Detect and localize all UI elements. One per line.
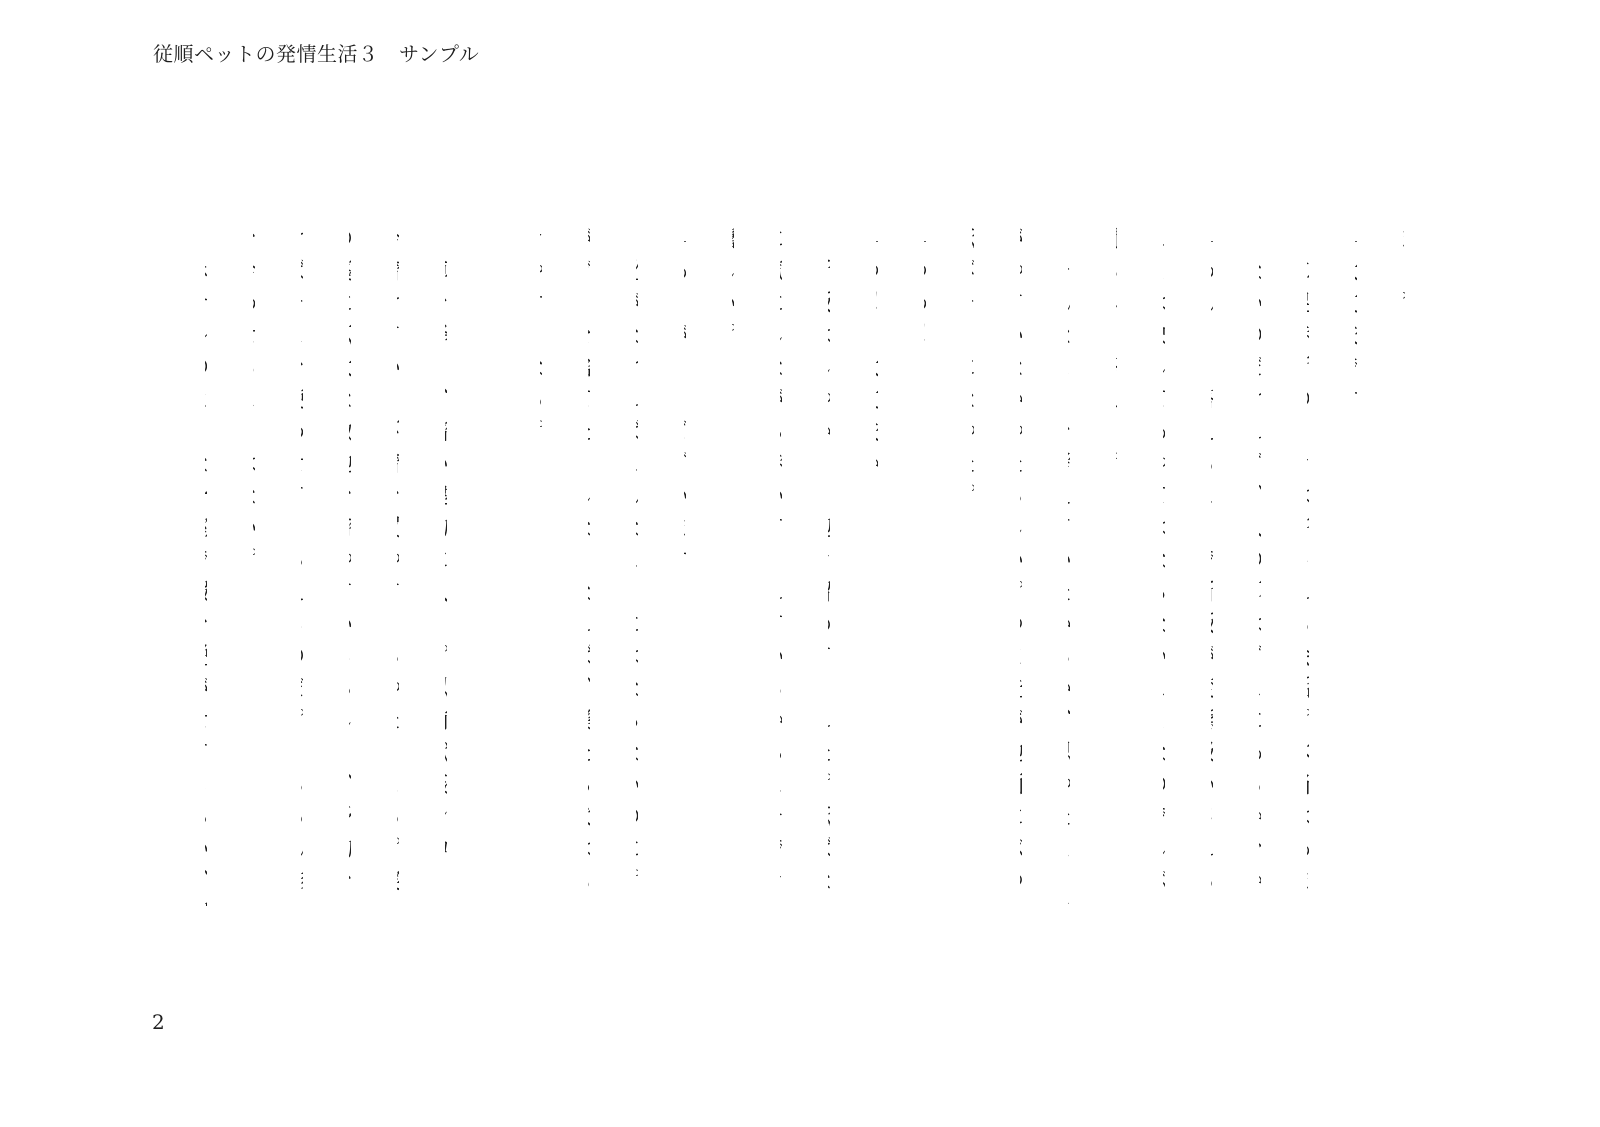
vertical-text-body <box>182 226 1428 906</box>
text-column <box>588 226 590 906</box>
text-column <box>205 226 207 906</box>
text-column <box>1163 226 1165 906</box>
text-column <box>1116 226 1118 906</box>
text-column <box>924 226 926 906</box>
text-column <box>684 226 686 906</box>
text-column <box>349 226 351 906</box>
text-column <box>1307 226 1309 906</box>
text-column <box>1403 226 1405 906</box>
text-column <box>1355 226 1357 906</box>
text-column <box>445 226 447 906</box>
text-column <box>301 226 303 906</box>
text-column <box>828 226 830 906</box>
text-column <box>253 226 255 906</box>
text-column <box>636 226 638 906</box>
text-column <box>397 226 399 906</box>
page-number: 2 <box>152 1010 165 1034</box>
text-column <box>1020 226 1022 906</box>
text-column <box>876 226 878 906</box>
document-header: 従順ペットの発情生活３ サンプル <box>153 42 480 66</box>
text-column <box>732 226 734 906</box>
text-column <box>1068 226 1070 906</box>
text-column <box>972 226 974 906</box>
text-column <box>1259 226 1261 906</box>
text-column <box>540 226 542 906</box>
text-column <box>780 226 782 906</box>
text-column <box>1211 226 1213 906</box>
